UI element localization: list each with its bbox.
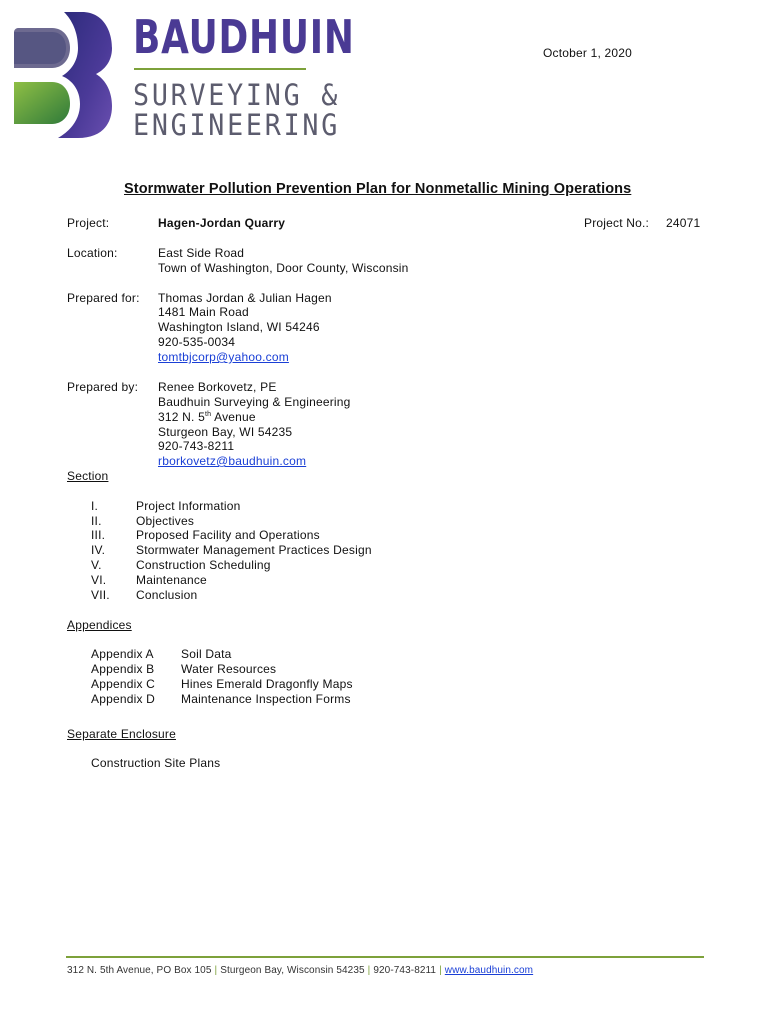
section-heading: Section — [67, 469, 109, 483]
company-logo — [12, 10, 112, 140]
prepared-for-email-link[interactable]: tomtbjcorp@yahoo.com — [158, 350, 289, 364]
appendix-label: Appendix C — [91, 677, 156, 691]
location-label: Location: — [67, 246, 118, 260]
footer-separator: | — [439, 965, 442, 976]
footer-contact — [67, 965, 533, 976]
section-title: Maintenance — [136, 573, 207, 587]
section-title: Conclusion — [136, 588, 198, 602]
brand-subtitle-line1: SURVEYING & — [133, 78, 341, 112]
logo-divider — [134, 68, 306, 70]
prepared-by-phone: 920-743-8211 — [158, 439, 235, 453]
section-number: VII. — [91, 588, 110, 602]
document-date: October 1, 2020 — [543, 46, 633, 60]
enclosure-heading: Separate Enclosure — [67, 727, 176, 741]
prepared-by-address — [158, 410, 256, 425]
section-number: II. — [91, 514, 102, 528]
prepared-for-line: Washington Island, WI 54246 — [158, 320, 320, 334]
footer-city: Sturgeon Bay, Wisconsin 54235 — [220, 965, 365, 976]
project-number-label: Project No.: — [584, 216, 650, 230]
project-number: 24071 — [666, 216, 701, 230]
section-title: Proposed Facility and Operations — [136, 528, 320, 542]
prepared-for-line: 920-535-0034 — [158, 335, 236, 349]
appendix-title: Water Resources — [181, 662, 277, 676]
prepared-for-line: Thomas Jordan & Julian Hagen — [158, 291, 332, 305]
address-superscript: th — [204, 411, 212, 418]
appendices-heading: Appendices — [67, 618, 132, 632]
section-title: Construction Scheduling — [136, 558, 271, 572]
appendix-title: Soil Data — [181, 647, 232, 661]
section-number: V. — [91, 558, 102, 572]
footer-divider — [66, 956, 704, 958]
footer-website-link[interactable]: www.baudhuin.com — [444, 965, 534, 976]
prepared-for-line: 1481 Main Road — [158, 305, 249, 319]
section-number: IV. — [91, 543, 106, 557]
prepared-by-name: Renee Borkovetz, PE — [158, 380, 277, 394]
appendix-title: Maintenance Inspection Forms — [181, 692, 351, 706]
section-title: Project Information — [136, 499, 241, 513]
section-number: III. — [91, 528, 106, 542]
location-line: Town of Washington, Door County, Wisconsin — [158, 261, 409, 275]
footer-phone: 920-743-8211 — [373, 965, 437, 976]
prepared-by-label: Prepared by: — [67, 380, 139, 394]
appendix-title: Hines Emerald Dragonfly Maps — [181, 677, 353, 691]
footer-separator: | — [214, 965, 218, 976]
prepared-by-email-link[interactable]: rborkovetz@baudhuin.com — [158, 454, 307, 468]
prepared-by-company: Baudhuin Surveying & Engineering — [158, 395, 351, 409]
appendix-label: Appendix A — [91, 647, 154, 661]
project-name: Hagen-Jordan Quarry — [158, 216, 286, 230]
address-street: Avenue — [211, 410, 256, 424]
prepared-by-city: Sturgeon Bay, WI 54235 — [158, 425, 293, 439]
project-label: Project: — [67, 216, 110, 230]
section-title: Stormwater Management Practices Design — [136, 543, 372, 557]
section-number: I. — [91, 499, 99, 513]
prepared-for-label: Prepared for: — [67, 291, 140, 305]
footer-separator: | — [367, 965, 371, 976]
appendix-label: Appendix B — [91, 662, 155, 676]
document-title: Stormwater Pollution Prevention Plan for Nonmetallic Mining Operations — [124, 181, 632, 197]
section-number: VI. — [91, 573, 107, 587]
enclosure-item: Construction Site Plans — [91, 756, 221, 770]
appendix-label: Appendix D — [91, 692, 156, 706]
location-line: East Side Road — [158, 246, 245, 260]
brand-name: BAUDHUIN — [133, 10, 355, 64]
logo-b-mark — [12, 10, 112, 140]
footer-address: 312 N. 5th Avenue, PO Box 105 — [67, 965, 212, 976]
section-title: Objectives — [136, 514, 195, 528]
address-number: 312 N. 5 — [158, 410, 205, 424]
brand-subtitle-line2: ENGINEERING — [133, 108, 341, 142]
